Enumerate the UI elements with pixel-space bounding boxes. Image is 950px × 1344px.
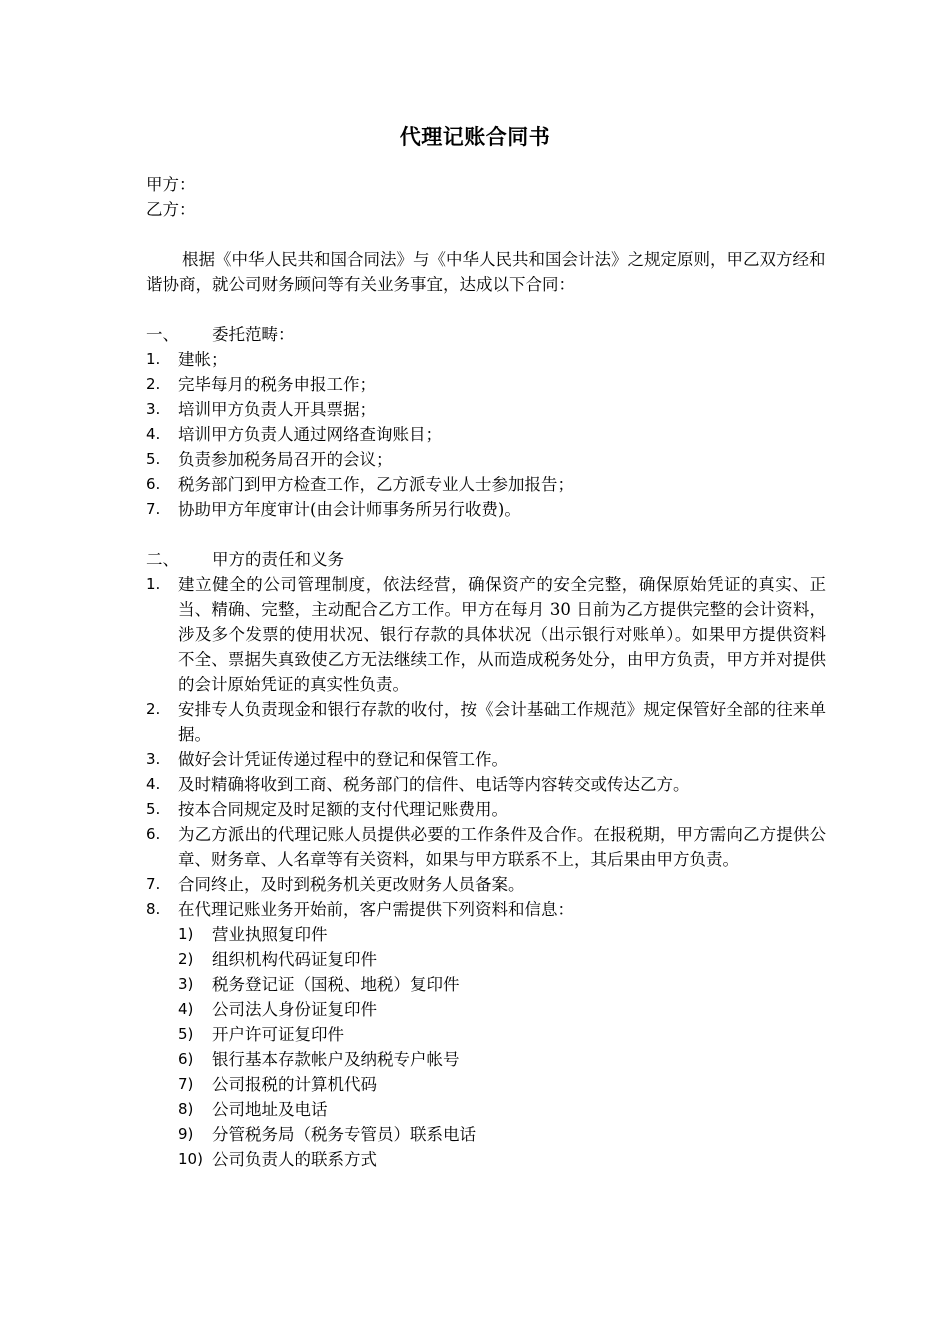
list-item: [146, 422, 826, 447]
item-number: 5.: [146, 800, 161, 818]
required-documents-list: [146, 922, 826, 1172]
sub-item-number: 4): [178, 1000, 194, 1018]
item-number: 5.: [146, 450, 161, 468]
sub-item-number: 2): [178, 950, 194, 968]
item-number: 6.: [146, 825, 161, 843]
sub-item-text: 开户许可证复印件: [212, 1025, 344, 1044]
list-item: [146, 747, 826, 772]
sub-item-text: 分管税务局（税务专管员）联系电话: [212, 1125, 476, 1144]
sub-item-text: 税务登记证（国税、地税）复印件: [212, 975, 460, 994]
list-item: [146, 697, 826, 747]
section-2-heading: [146, 547, 826, 572]
item-text: 做好会计凭证传递过程中的登记和保管工作。: [178, 750, 508, 769]
section-1-heading: [146, 322, 826, 347]
item-number: 7.: [146, 500, 161, 518]
list-item: [146, 872, 826, 897]
party-a-label: 甲方：: [146, 175, 196, 194]
item-number: 3.: [146, 750, 161, 768]
sub-list-item: [146, 1072, 826, 1097]
list-item: [146, 572, 826, 697]
item-text: 税务部门到甲方检查工作，乙方派专业人士参加报告；: [178, 475, 574, 494]
intro-paragraph: 根据《中华人民共和国合同法》与《中华人民共和国会计法》之规定原则，甲乙双方经和谐协商，就公司财务顾问等有关业务事宜，达成以下合同：: [146, 250, 826, 294]
item-number: 6.: [146, 475, 161, 493]
item-number: 1.: [146, 350, 161, 368]
sub-list-item: [146, 997, 826, 1022]
item-text: 负责参加税务局召开的会议；: [178, 450, 393, 469]
section-title: 甲方的责任和义务: [212, 550, 344, 569]
item-text: 按本合同规定及时足额的支付代理记账费用。: [178, 800, 508, 819]
section-number: 一、: [146, 325, 179, 344]
item-text: 在代理记账业务开始前，客户需提供下列资料和信息：: [178, 900, 574, 919]
sub-list-item: [146, 947, 826, 972]
sub-list-item: [146, 972, 826, 997]
item-number: 2.: [146, 375, 161, 393]
item-text: 安排专人负责现金和银行存款的收付，按《会计基础工作规范》规定保管好全部的往来单据。: [178, 700, 826, 744]
list-item: [146, 822, 826, 872]
item-text: 建立健全的公司管理制度，依法经营，确保资产的安全完整，确保原始凭证的真实、正当、精确、完整，主动配合乙方工作。甲方在每月 30 日前为乙方提供完整的会计资料，涉及多个发票的使用状况、银行存款的具体状况（出示银行对账单）。如果甲方提供资料不全、票据失真致使乙方无法继续工作，从而造成税务处分，由甲方负责，甲方并对提供的会计原始凭证的真实性负责。: [178, 575, 826, 694]
sub-item-text: 公司负责人的联系方式: [212, 1150, 377, 1169]
item-text: 培训甲方负责人通过网络查询账目；: [178, 425, 442, 444]
sub-list-item: [146, 1047, 826, 1072]
sub-item-number: 8): [178, 1100, 194, 1118]
list-item: [146, 447, 826, 472]
sub-item-text: 公司报税的计算机代码: [212, 1075, 377, 1094]
sub-item-number: 10): [178, 1150, 203, 1168]
sub-item-number: 7): [178, 1075, 194, 1093]
item-number: 7.: [146, 875, 161, 893]
item-text: 协助甲方年度审计(由会计师事务所另行收费)。: [178, 500, 521, 519]
item-text: 建帐；: [178, 350, 228, 369]
list-item: [146, 372, 826, 397]
list-item: [146, 897, 826, 922]
item-text: 合同终止，及时到税务机关更改财务人员备案。: [178, 875, 525, 894]
list-item: [146, 397, 826, 422]
item-number: 2.: [146, 700, 161, 718]
item-text: 完毕每月的税务申报工作；: [178, 375, 376, 394]
section-title: 委托范畴：: [212, 325, 295, 344]
list-item: [146, 472, 826, 497]
spacer: [146, 222, 826, 247]
item-number: 8.: [146, 900, 161, 918]
item-text: 及时精确将收到工商、税务部门的信件、电话等内容转交或传达乙方。: [178, 775, 690, 794]
document-title: 代理记账合同书: [399, 125, 551, 149]
item-number: 1.: [146, 575, 161, 593]
sub-item-number: 6): [178, 1050, 194, 1068]
item-text: 培训甲方负责人开具票据；: [178, 400, 376, 419]
sub-list-item: [146, 1097, 826, 1122]
list-item: [146, 497, 826, 522]
spacer: [146, 522, 826, 547]
list-item: [146, 797, 826, 822]
item-number: 4.: [146, 425, 161, 443]
sub-item-number: 9): [178, 1125, 194, 1143]
list-item: [146, 347, 826, 372]
document-body: [146, 172, 826, 1172]
section-2-list: [146, 572, 826, 922]
list-item: [146, 772, 826, 797]
sub-item-text: 组织机构代码证复印件: [212, 950, 377, 969]
sub-item-text: 公司法人身份证复印件: [212, 1000, 377, 1019]
spacer: [146, 297, 826, 322]
sub-item-text: 公司地址及电话: [212, 1100, 328, 1119]
sub-item-text: 银行基本存款帐户及纳税专户帐号: [212, 1050, 460, 1069]
sub-list-item: [146, 1022, 826, 1047]
sub-item-number: 5): [178, 1025, 194, 1043]
sub-list-item: [146, 1122, 826, 1147]
sub-item-number: 1): [178, 925, 194, 943]
section-number: 二、: [146, 550, 179, 569]
sub-item-text: 营业执照复印件: [212, 925, 328, 944]
section-1-list: [146, 347, 826, 522]
sub-list-item: [146, 922, 826, 947]
party-b-label: 乙方：: [146, 200, 196, 219]
sub-item-number: 3): [178, 975, 194, 993]
item-number: 3.: [146, 400, 161, 418]
sub-list-item: [146, 1147, 826, 1172]
item-number: 4.: [146, 775, 161, 793]
item-text: 为乙方派出的代理记账人员提供必要的工作条件及合作。在报税期，甲方需向乙方提供公章、财务章、人名章等有关资料，如果与甲方联系不上，其后果由甲方负责。: [178, 825, 826, 869]
